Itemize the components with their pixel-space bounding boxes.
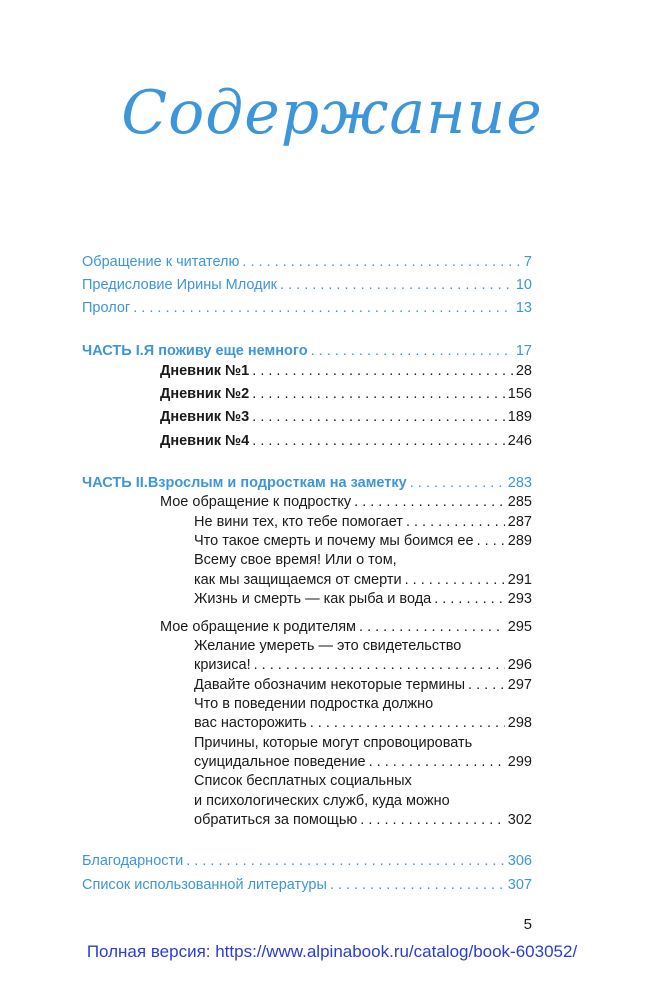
toc-entry-label: Мое обращение к подростку — [160, 494, 352, 510]
toc-entry-diary1[interactable] — [160, 362, 532, 380]
toc-entry-page: 13 — [515, 300, 532, 316]
dot-leader — [280, 276, 513, 294]
toc-entry-page: 297 — [507, 677, 532, 693]
dot-leader — [405, 571, 505, 589]
toc-entry-line: Что в поведении подростка должно — [194, 696, 434, 712]
dot-leader — [242, 253, 521, 271]
toc-entry-dont-blame[interactable] — [194, 513, 532, 531]
dot-leader — [311, 342, 513, 360]
toc-entry-behavior[interactable] — [194, 714, 532, 732]
dot-leader — [406, 513, 505, 531]
toc-entry-to-parents[interactable] — [160, 618, 532, 636]
toc-entry-page: 156 — [507, 386, 532, 402]
page-title: Содержание — [121, 78, 543, 148]
dot-leader — [252, 432, 505, 450]
toc-entry-diary4[interactable] — [160, 432, 532, 450]
toc-entry-label: кризиса! — [194, 657, 251, 673]
toc-entry-label: Дневник №3 — [160, 409, 250, 425]
toc-entry-page: 287 — [507, 514, 532, 530]
toc-entry-page: 10 — [515, 277, 532, 293]
toc-entry-label: Жизнь и смерть — как рыба и вода — [194, 591, 432, 607]
toc-entry-line: и психологических служб, куда можно — [194, 793, 450, 809]
toc-entry-services[interactable] — [194, 811, 532, 829]
toc-entry-line: Всему свое время! Или о том, — [194, 552, 397, 568]
toc-entry-line: Желание умереть — это свидетельство — [194, 638, 462, 654]
page-number: 5 — [523, 916, 532, 933]
dot-leader — [369, 753, 505, 771]
toc-entry-label: Не вини тех, кто тебе помогает — [194, 514, 403, 530]
toc-entry-reasons[interactable] — [194, 753, 532, 771]
toc-entry-terms[interactable] — [194, 676, 532, 694]
toc-entry-label: Дневник №1 — [160, 363, 250, 379]
toc-entry-page: 306 — [507, 853, 532, 869]
toc-entry-label: обратиться за помощью — [194, 812, 358, 828]
toc-entry-label: Пролог — [82, 300, 131, 316]
toc-entry-what-death[interactable] — [194, 532, 532, 550]
toc-entry-label: как мы защищаемся от смерти — [194, 572, 402, 588]
toc-entry-all-in-time[interactable] — [194, 571, 532, 589]
dot-leader — [252, 385, 505, 403]
toc-entry-page: 7 — [523, 254, 532, 270]
toc-entry-label: Дневник №4 — [160, 433, 250, 449]
toc-entry-label: Что такое смерть и почему мы боимся ее — [194, 533, 474, 549]
full-version-link[interactable]: Полная версия: https://www.alpinabook.ru/catalog/book-603052/ — [86, 942, 578, 961]
toc-entry-page: 299 — [507, 754, 532, 770]
toc-part-2[interactable] — [82, 474, 532, 492]
dot-leader — [410, 474, 505, 492]
toc-entry-page: 285 — [507, 494, 532, 510]
dot-leader — [354, 493, 505, 511]
dot-leader — [468, 676, 505, 694]
part-number: ЧАСТЬ II. — [82, 475, 148, 491]
toc-entry-prologue[interactable] — [82, 299, 532, 317]
toc-entry-thanks[interactable] — [82, 852, 532, 870]
toc-entry-page: 298 — [507, 715, 532, 731]
toc-entry-preface[interactable] — [82, 276, 532, 294]
toc-entry-label: Мое обращение к родителям — [160, 619, 357, 635]
toc-entry-label: вас насторожить — [194, 715, 307, 731]
toc-entry-page: 189 — [507, 409, 532, 425]
toc-entry-page: 302 — [507, 812, 532, 828]
dot-leader — [310, 714, 505, 732]
toc-entry-label: Обращение к читателю — [82, 254, 240, 270]
toc-entry-wish-die[interactable] — [194, 656, 532, 674]
toc-entry-diary2[interactable] — [160, 385, 532, 403]
toc-entry-label: Дневник №2 — [160, 386, 250, 402]
toc-entry-label: Список использованной литературы — [82, 877, 327, 893]
dot-leader — [330, 876, 505, 894]
dot-leader — [252, 362, 513, 380]
toc-entry-line: Список бесплатных социальных — [194, 773, 412, 789]
toc-entry-page: 246 — [507, 433, 532, 449]
toc-entry-page: 295 — [507, 619, 532, 635]
toc-entry-page: 289 — [507, 533, 532, 549]
dot-leader — [186, 852, 505, 870]
toc-entry-diary3[interactable] — [160, 408, 532, 426]
toc-entry-label: суицидальное поведение — [194, 754, 366, 770]
dot-leader — [254, 656, 505, 674]
toc-entry-label: Предисловие Ирины Млодик — [82, 277, 278, 293]
toc-entry-label: Давайте обозначим некоторые термины — [194, 677, 466, 693]
toc-entry-page: 296 — [507, 657, 532, 673]
toc-entry-label: Я поживу еще немного — [143, 343, 308, 359]
toc-entry-page: 293 — [507, 591, 532, 607]
toc-part-1[interactable] — [82, 342, 532, 360]
dot-leader — [133, 299, 513, 317]
toc-entry-to-teen[interactable] — [160, 493, 532, 511]
dot-leader — [434, 590, 505, 608]
toc-entry-page: 28 — [515, 363, 532, 379]
toc-entry-life-death[interactable] — [194, 590, 532, 608]
dot-leader — [252, 408, 505, 426]
part-number: ЧАСТЬ I. — [82, 343, 144, 359]
toc-entry-label: Взрослым и подросткам на заметку — [147, 475, 407, 491]
dot-leader — [359, 618, 505, 636]
toc-entry-page: 283 — [507, 475, 532, 491]
toc-entry-page: 17 — [515, 343, 532, 359]
dot-leader — [477, 532, 505, 550]
toc-entry-line: Причины, которые могут спровоцировать — [194, 735, 473, 751]
toc-entry-appeal[interactable] — [82, 253, 532, 271]
toc-entry-page: 307 — [507, 877, 532, 893]
dot-leader — [360, 811, 505, 829]
toc-entry-label: Благодарности — [82, 853, 184, 869]
toc-entry-literature[interactable] — [82, 876, 532, 894]
toc-entry-page: 291 — [507, 572, 532, 588]
